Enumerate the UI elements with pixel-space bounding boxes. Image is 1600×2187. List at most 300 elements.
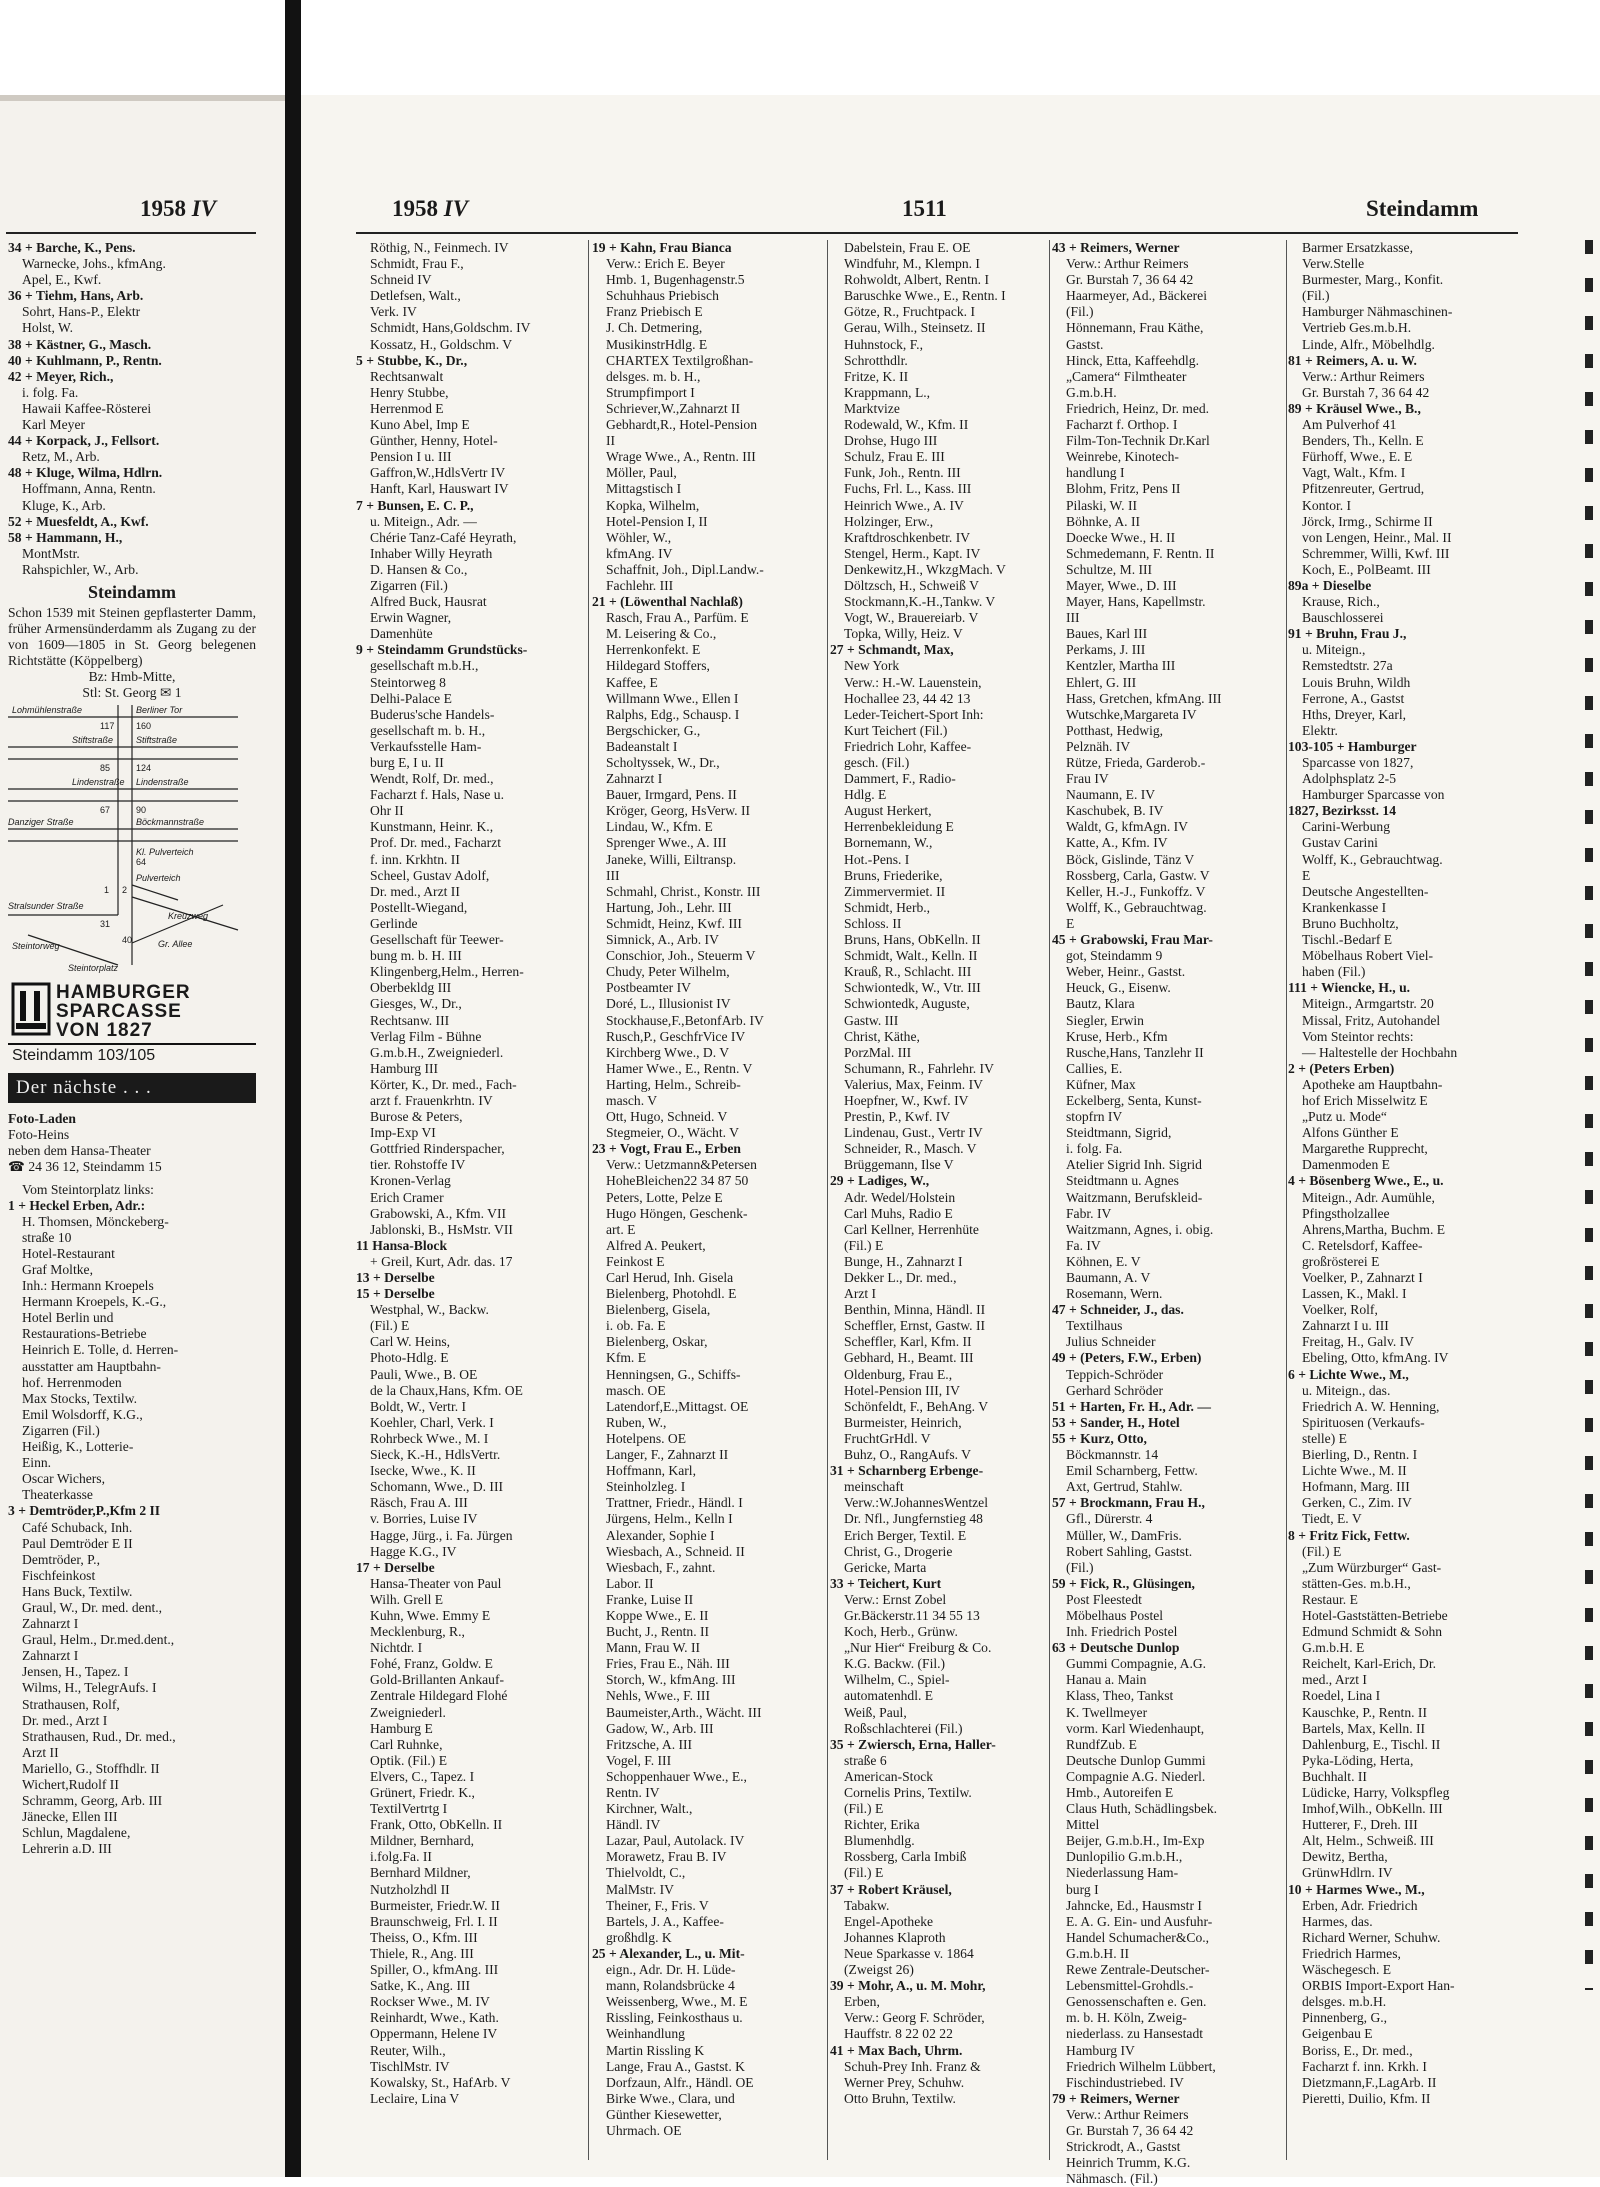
directory-entry: Krauß, R., Schlacht. III [844, 964, 972, 980]
map-street-label: Stiftstraße [72, 735, 114, 746]
directory-entry: Warnecke, Johs., kfmAng. [22, 256, 166, 272]
directory-entry: Christ, Käthe, [844, 1028, 920, 1044]
directory-entry: Kossatz, H., Goldschm. V [370, 336, 513, 352]
directory-entry: Alfred A. Peukert, [606, 1237, 706, 1253]
directory-entry: 58 + Hammann, H., [8, 529, 123, 545]
directory-entry: Rasch, Frau A., Parfüm. E [606, 610, 749, 626]
directory-entry: Harting, Helm., Schreib- [606, 1076, 741, 1092]
directory-entry: Feinkost E [606, 1253, 665, 1269]
directory-entry: Verk. IV [370, 304, 417, 320]
directory-entry: i. folg. Fa. [1066, 1141, 1123, 1157]
directory-entry: de la Chaux,Hans, Kfm. OE [370, 1382, 523, 1398]
directory-entry: Theiss, O., Kfm. III [370, 1929, 478, 1945]
directory-entry: Klingenberg,Helm., Herren- [370, 964, 524, 980]
directory-entry: 36 + Tiehm, Hans, Arb. [8, 288, 144, 304]
directory-entry: Fa. IV [1066, 1237, 1101, 1253]
column-divider [1049, 240, 1050, 2160]
directory-column-1 [356, 240, 586, 2160]
directory-entry: Hamburg E [370, 1720, 433, 1736]
map-street-label: Berliner Tor [136, 705, 183, 716]
directory-entry: Hagge, Jürg., i. Fa. Jürgen [370, 1527, 513, 1543]
street-section-title: Steindamm [87, 581, 176, 602]
directory-entry: Wolff, K., Gebrauchtwag. [1302, 851, 1443, 867]
directory-entry: Wutschke,Margareta IV [1066, 706, 1197, 722]
directory-entry: Hans Buck, Textilw. [22, 1583, 133, 1599]
directory-entry: gesellschaft m.b.H., [370, 658, 479, 674]
directory-entry: Labor. II [606, 1575, 654, 1591]
directory-entry: Naumann, E. IV [1066, 787, 1156, 803]
directory-entry: Potthast, Hedwig, [1066, 722, 1164, 738]
directory-entry: Erwin Wagner, [370, 610, 452, 626]
directory-entry: Pyka-Löding, Herta, [1302, 1752, 1414, 1768]
directory-entry: Restaur. E [1302, 1591, 1358, 1607]
directory-entry: i.folg.Fa. II [370, 1849, 432, 1865]
directory-entry: Richard Werner, Schuhw. [1302, 1929, 1441, 1945]
directory-entry: Pfitzenreuter, Gertrud, [1302, 481, 1425, 497]
map-street-label: Kl. Pulverteich [136, 847, 194, 858]
directory-entry: handlung I [1066, 465, 1125, 481]
directory-entry: Heuck, G., Eisenw. [1066, 980, 1171, 996]
map-street-label: Danziger Straße [8, 817, 74, 828]
directory-entry: Topka, Willy, Heiz. V [844, 626, 963, 642]
directory-entry: m. b. H. Köln, Zweig- [1066, 2010, 1187, 2026]
directory-entry: Theaterkasse [22, 1487, 93, 1503]
directory-entry: Gerlinde [370, 915, 418, 931]
directory-entry: art. E [606, 1221, 636, 1237]
foto-ad-line: ☎ 24 36 12, Steindamm 15 [8, 1159, 162, 1175]
directory-entry: Graf Moltke, [22, 1262, 93, 1277]
directory-entry: Bartels, J. A., Kaffee- [606, 1913, 724, 1929]
directory-entry: Benthin, Minna, Händl. II [844, 1302, 986, 1318]
directory-entry: Alt, Helm., Schweiß. III [1302, 1833, 1434, 1849]
directory-entry: Benders, Th., Kelln. E [1302, 433, 1424, 449]
foto-ad-body [8, 1111, 256, 1175]
directory-entry: Hansa-Theater von Paul [370, 1575, 502, 1591]
directory-entry: 44 + Korpack, J., Fellsort. [8, 433, 160, 449]
directory-entry: Schwiontedk, Auguste, [844, 996, 970, 1012]
directory-entry: Grünert, Friedr. K., [370, 1785, 475, 1800]
directory-column-4 [1052, 240, 1284, 2187]
left-header-year: 1958 [140, 196, 186, 221]
directory-entry: Räsch, Frau A. III [370, 1495, 468, 1511]
directory-entry: Jensen, H., Tapez. I [22, 1664, 129, 1680]
directory-entry: Hönnemann, Frau Käthe, [1066, 320, 1204, 336]
directory-entry: Alfons Günther E [1302, 1125, 1399, 1141]
directory-entry: Arzt II [22, 1744, 59, 1760]
directory-entry: straße 6 [844, 1752, 887, 1768]
directory-entry: arzt f. Frauenkrhtn. IV [370, 1092, 493, 1108]
directory-entry: Margarethe Rupprecht, [1302, 1141, 1428, 1157]
directory-entry: Jahncke, Ed., Hausmstr I [1066, 1897, 1202, 1913]
directory-entry: Gastst. [1066, 336, 1104, 352]
directory-entry: Kuhn, Wwe. Emmy E [370, 1607, 491, 1623]
directory-entry: Krankenkasse I [1302, 899, 1387, 915]
directory-entry: Buhz, O., RangAufs. V [844, 1447, 971, 1463]
right-header-year-part [392, 196, 468, 222]
directory-entry: Voelker, P., Zahnarzt I [1302, 1270, 1423, 1285]
street-map [8, 705, 238, 975]
directory-entry: 38 + Kästner, G., Masch. [8, 336, 152, 352]
directory-entry: Dewitz, Bertha, [1302, 1849, 1388, 1865]
directory-entry: Schmidt, Walt., Kelln. II [844, 948, 978, 964]
directory-entry: Schuhhaus Priebisch [606, 288, 719, 304]
directory-entry: Hamburg IV [1066, 2042, 1135, 2058]
directory-entry: got, Steindamm 9 [1066, 948, 1163, 964]
map-street-label: Steintorplatz [68, 963, 119, 974]
directory-entry: ausstatter am Hauptbahn- [22, 1358, 161, 1374]
directory-entry: Niederlassung Ham- [1066, 1865, 1179, 1881]
directory-entry: Weissenberg, Wwe., M. E [606, 1994, 748, 2010]
directory-entry: 19 + Kahn, Frau Bianca [592, 240, 732, 255]
directory-entry: i. folg. Fa. [22, 384, 79, 400]
directory-entry: Bautz, Klara [1066, 996, 1135, 1012]
directory-entry: Dietzmann,F.,LagArb. II [1302, 2074, 1437, 2090]
directory-entry: 9 + Steindamm Grundstücks- [356, 642, 528, 658]
directory-entry: Händl. IV [606, 1817, 661, 1833]
directory-entry: Perkams, J. III [1066, 642, 1146, 658]
directory-entry: III [606, 867, 620, 883]
directory-entry: Hot.-Pens. I [844, 851, 910, 867]
directory-entry: Herrenkonfekt. E [606, 642, 701, 658]
directory-entry: Herrenbekleidung E [844, 819, 954, 835]
directory-entry: Elvers, C., Tapez. I [370, 1768, 475, 1784]
directory-entry: Schriever,W.,Zahnarzt II [606, 400, 741, 416]
directory-entry: Weiß, Paul, [844, 1704, 907, 1720]
directory-entry: Zahnarzt I [22, 1616, 79, 1632]
directory-entry: delsges. m. b. H., [606, 368, 701, 384]
directory-entry: 35 + Zwiersch, Erna, Haller- [830, 1736, 996, 1752]
directory-entry: Bartels, Max, Kelln. II [1302, 1720, 1426, 1736]
directory-entry: Remstedtstr. 27a [1302, 658, 1393, 674]
directory-entry: Ruben, W., [606, 1414, 667, 1430]
directory-entry: (Zweigst 26) [844, 1962, 914, 1978]
directory-entry: Bornemann, W., [844, 835, 933, 851]
directory-entry: 37 + Robert Kräusel, [830, 1881, 952, 1897]
directory-entry: Birke Wwe., Clara, und [606, 2090, 735, 2106]
directory-entry: Waitzmann, Agnes, i. obig. [1066, 1221, 1214, 1237]
directory-entry: Conschior, Joh., Steuerm V [606, 948, 756, 964]
directory-entry: Schmidt, Heinz, Kwf. III [606, 915, 742, 931]
directory-entry: (Fil.) [1302, 288, 1330, 304]
directory-entry: Verw.Stelle [1302, 256, 1365, 272]
directory-entry: Rechtsanw. III [370, 1012, 450, 1028]
directory-entry: Vagt, Walt., Kfm. I [1302, 465, 1406, 481]
sparkasse-name-line-3: VON 1827 [56, 1020, 153, 1042]
directory-entry: Hotelpens. OE [606, 1430, 687, 1446]
directory-entry: Kontor. I [1302, 497, 1352, 513]
directory-entry: Wöhler, W., [606, 529, 672, 545]
directory-entry: Buchhalt. II [1302, 1768, 1367, 1784]
directory-entry: Hotel-Gaststätten-Betriebe [1302, 1607, 1448, 1623]
directory-entry: eign., Adr. Dr. H. Lüde- [606, 1962, 736, 1978]
directory-entry: 53 + Sander, H., Hotel [1052, 1414, 1180, 1430]
directory-entry: niederlass. zu Hansestadt [1066, 2026, 1204, 2042]
directory-entry: Rodewald, W., Kfm. II [844, 417, 969, 433]
directory-entry: 59 + Fick, R., Glüsingen, [1052, 1575, 1195, 1591]
directory-entry: Demtröder, P., [22, 1551, 100, 1567]
directory-entry: Reinhardt, Wwe., Kath. [370, 2010, 499, 2026]
directory-entry: Krause, Rich., [1302, 594, 1380, 610]
directory-entry: Miteign., Adr. Aumühle, [1302, 1189, 1435, 1205]
directory-entry: Dunlopilio G.m.b.H., [1066, 1849, 1183, 1865]
directory-entry: Rütze, Frieda, Garderob.- [1066, 755, 1206, 770]
directory-entry: Gr. Burstah 7, 36 64 42 [1066, 2122, 1194, 2138]
directory-entry: mann, Rolandsbrücke 4 [606, 1978, 735, 1994]
directory-entry: Möbelhaus Robert Viel- [1302, 948, 1434, 964]
directory-entry: 34 + Barche, K., Pens. [8, 240, 136, 255]
directory-entry: Boldt, W., Vertr. I [370, 1398, 467, 1414]
directory-entry: Damenhüte [370, 626, 433, 642]
directory-entry: Pelznäh. IV [1066, 738, 1131, 754]
directory-entry: Textilhaus [1066, 1318, 1123, 1334]
directory-entry: Blumenhdlg. [844, 1833, 915, 1849]
map-house-number: 160 [136, 721, 152, 732]
directory-entry: Christ, G., Drogerie [844, 1543, 953, 1559]
directory-entry: Tischl.-Bedarf E [1302, 932, 1393, 948]
directory-entry: Kunstmann, Heinr. K., [370, 819, 494, 835]
column-divider [1286, 240, 1287, 2160]
directory-entry: Sprenger Wwe., A. III [606, 835, 727, 851]
directory-entry: Friedrich Harmes, [1302, 1945, 1401, 1961]
directory-entry: Ralphs, Edg., Schausp. I [606, 706, 740, 722]
directory-entry: Fischfeinkost [22, 1567, 96, 1583]
directory-entry: Katte, A., Kfm. IV [1066, 835, 1168, 851]
directory-entry: Ehlert, G. III [1066, 674, 1137, 690]
directory-entry: großhdlg. K [606, 1929, 672, 1945]
directory-entry: Trattner, Friedr., Händl. I [606, 1495, 743, 1511]
directory-entry: Bielenberg, Photohdl. E [606, 1286, 737, 1302]
directory-entry: Adolphsplatz 2-5 [1302, 771, 1397, 787]
page-edge-marks [1585, 240, 1593, 1990]
directory-entry: Isecke, Wwe., K. II [370, 1463, 476, 1479]
directory-entry: 91 + Bruhn, Frau J., [1288, 626, 1407, 642]
directory-entry: Böckmannstr. 14 [1066, 1447, 1159, 1463]
directory-entry: Schultze, M. III [1066, 561, 1153, 577]
directory-entry: Genossenschaften e. Gen. [1066, 1994, 1207, 2010]
directory-entry: Stengel, Herm., Kapt. IV [844, 545, 981, 561]
directory-entry: Küfner, Max [1066, 1076, 1136, 1092]
directory-entry: 29 + Ladiges, W., [830, 1173, 930, 1189]
directory-entry: Vogel, F. III [606, 1752, 672, 1768]
directory-entry: 40 + Kuhlmann, P., Rentn. [8, 352, 162, 368]
directory-entry: Hildegard Stoffers, [606, 658, 710, 674]
directory-entry: Reichelt, Karl-Erich, Dr. [1302, 1656, 1436, 1672]
map-street-label: Pulverteich [136, 873, 181, 884]
directory-entry: 13 + Derselbe [356, 1270, 435, 1285]
directory-entry: med., Arzt I [1302, 1672, 1367, 1688]
map-house-number: 90 [136, 805, 147, 816]
directory-entry: Schremmer, Willi, Kwf. III [1302, 545, 1450, 561]
column-divider [827, 240, 828, 2160]
directory-entry: Gummi Compagnie, A.G. [1066, 1656, 1207, 1672]
directory-entry: Burmester, Marg., Konfit. [1302, 272, 1444, 288]
directory-entry: Wilms, H., TelegrAufs. I [22, 1680, 157, 1696]
directory-entry: 81 + Reimers, A. u. W. [1288, 352, 1417, 368]
directory-entry: Axt, Gertrud, Stahlw. [1066, 1479, 1183, 1495]
directory-entry: Scheffler, Karl, Kfm. II [844, 1334, 972, 1350]
directory-entry: Damenmoden E [1302, 1157, 1390, 1173]
directory-entry: Pilaski, W. II [1066, 497, 1137, 513]
directory-entry: Jürgens, Helm., Kelln I [606, 1511, 733, 1527]
directory-entry: Leclaire, Lina V [370, 2090, 460, 2106]
directory-entry: Baumann, A. V [1066, 1270, 1151, 1285]
directory-entry: Bierling, D., Rentn. I [1302, 1447, 1418, 1463]
directory-entry: Verw.: Erich E. Beyer [606, 256, 725, 272]
directory-entry: Ohr II [370, 803, 404, 819]
sparkasse-address: Steindamm 103/105 [12, 1047, 156, 1065]
directory-entry: Rossberg, Carla, Gastw. V [1066, 867, 1210, 883]
directory-entry: Gerken, C., Zim. IV [1302, 1495, 1412, 1511]
directory-entry: Lichte Wwe., M. II [1302, 1463, 1407, 1479]
map-house-number: 31 [100, 919, 111, 930]
directory-entry: Wiesbach, A., Schneid. II [606, 1543, 745, 1559]
directory-entry: Gerhard Schröder [1066, 1382, 1164, 1398]
directory-entry: Friedrich Lohr, Kaffee- [844, 738, 972, 754]
directory-entry: Lehrerin a.D. III [22, 1841, 112, 1857]
directory-entry: Hths, Dreyer, Karl, [1302, 706, 1407, 722]
directory-entry: Vogt, W., Brauereiarb. V [844, 610, 979, 626]
directory-entry: Emil Wolsdorff, K.G., [22, 1406, 143, 1422]
directory-entry: Gr. Burstah 7, 36 64 42 [1302, 384, 1430, 400]
directory-entry: Oberbekldg III [370, 980, 452, 996]
directory-entry: 1827, Bezirksst. 14 [1288, 803, 1396, 819]
directory-entry: Verw.: H.-W. Lauenstein, [844, 674, 982, 690]
directory-entry: 57 + Brockmann, Frau H., [1052, 1495, 1205, 1511]
directory-entry: E [1066, 915, 1075, 931]
directory-entry: Martin Rissling K [606, 2042, 705, 2058]
directory-entry: Kruse, Herb., Kfm [1066, 1028, 1168, 1044]
directory-entry: Rahspichler, W., Arb. [22, 561, 139, 577]
left-page-column [8, 240, 256, 2160]
directory-entry: Bernhard Mildner, [370, 1865, 471, 1881]
directory-entry: Detlefsen, Walt., [370, 288, 461, 304]
directory-column-3 [830, 240, 1048, 2160]
directory-entry: Paul Demtröder E II [22, 1535, 133, 1551]
directory-entry: Kronen-Verlag [370, 1173, 451, 1189]
directory-entry: Claus Huth, Schädlingsbek. [1066, 1801, 1218, 1817]
directory-entry: Otto Bruhn, Textilw. [844, 2090, 956, 2106]
directory-entry: Waitzmann, Berufskleid- [1066, 1189, 1203, 1205]
directory-entry: Rentn. IV [606, 1785, 660, 1800]
directory-entry: Wrage Wwe., A., Rentn. III [606, 449, 756, 465]
directory-entry: Wendt, Rolf, Dr. med., [370, 771, 494, 787]
directory-entry: straße 10 [22, 1229, 72, 1245]
map-street-label: Stiftstraße [136, 735, 178, 746]
directory-entry: Café Schuback, Inh. [22, 1519, 133, 1535]
directory-entry: Tiedt, E. V [1302, 1511, 1362, 1527]
directory-entry: Carl W. Heins, [370, 1334, 451, 1350]
directory-entry: Bielenberg, Gisela, [606, 1302, 711, 1318]
directory-entry: Theiner, F., Fris. V [606, 1897, 709, 1913]
directory-entry: Fritzsche, A. III [606, 1736, 693, 1752]
directory-entry: Schaffnit, Joh., Dipl.Landw.- [606, 561, 764, 577]
directory-entry: Schwiontedk, W., Vtr. III [844, 980, 981, 996]
directory-entry: Baruschke Wwe., E., Rentn. I [844, 288, 1006, 304]
directory-entry: 43 + Reimers, Werner [1052, 240, 1180, 255]
left-entries-top [8, 240, 256, 578]
directory-entry: Schmidt, Hans,Goldschm. IV [370, 320, 531, 336]
map-street-label: Gr. Allee [158, 939, 193, 950]
directory-entry: Röthig, N., Feinmech. IV [370, 240, 509, 255]
directory-entry: Nutzholzhdl II [370, 1881, 450, 1897]
directory-entry: 111 + Wiencke, H., u. [1288, 980, 1411, 996]
directory-entry: Miteign., Armgartstr. 20 [1302, 996, 1434, 1012]
directory-entry: 3 + Demtröder,P.,Kfm 2 II [8, 1503, 161, 1519]
directory-entry: Photo-Hdlg. E [370, 1350, 449, 1366]
directory-entry: Strumpfimport I [606, 384, 695, 400]
directory-entry: Jänecke, Ellen III [22, 1809, 118, 1825]
directory-entry: delsges. m.b.H. [1302, 1994, 1387, 2010]
directory-entry: 5 + Stubbe, K., Dr., [356, 352, 468, 368]
directory-entry: Mann, Frau W. II [606, 1640, 701, 1656]
directory-entry: Kirchberg Wwe., D. V [606, 1044, 730, 1060]
directory-entry: TextilVertrtg I [370, 1801, 448, 1817]
directory-entry: Stegmeier, O., Wächt. V [606, 1125, 739, 1141]
directory-entry: Teppich-Schröder [1066, 1366, 1164, 1382]
directory-entry: III [1066, 610, 1080, 626]
directory-entry: Weber, Heinr., Gastst. [1066, 964, 1186, 980]
directory-entry: Hotel Berlin und [22, 1310, 114, 1326]
directory-entry: Kowalsky, St., HafArb. V [370, 2074, 511, 2090]
directory-entry: Marktvize [844, 400, 900, 416]
directory-entry: Pfingstholzallee [1302, 1205, 1390, 1221]
directory-entry: Sohrt, Hans-P., Elektr [22, 304, 141, 320]
directory-entry: Körter, K., Dr. med., Fach- [370, 1076, 517, 1092]
directory-entry: Strathausen, Rolf, [22, 1696, 120, 1712]
left-page-edge [0, 95, 285, 101]
right-header-part: IV [443, 196, 469, 221]
map-house-number: 117 [100, 721, 115, 732]
directory-entry: Günther Kiesewetter, [606, 2106, 722, 2122]
directory-entry: Mayer, Hans, Kapellmstr. [1066, 594, 1206, 610]
directory-entry: Facharzt f. Hals, Nase u. [370, 787, 504, 803]
directory-entry: Neue Sparkasse v. 1864 [844, 1945, 974, 1961]
directory-entry: Richter, Erika [844, 1817, 920, 1833]
right-header-year: 1958 [392, 196, 438, 221]
directory-entry: automatenhdl. E [844, 1688, 934, 1704]
directory-entry: 17 + Derselbe [356, 1559, 435, 1575]
directory-entry: Verw.: Ernst Zobel [844, 1591, 947, 1607]
directory-entry: Koehler, Charl, Verk. I [370, 1414, 494, 1430]
directory-entry: Apel, E., Kwf. [22, 272, 102, 288]
directory-entry: Kopka, Wilhelm, [606, 497, 700, 513]
directory-entry: Hoffmann, Karl, [606, 1463, 696, 1479]
directory-entry: Wolff, K., Gebrauchtwag. [1066, 899, 1207, 915]
directory-entry: Friedrich, Heinz, Dr. med. [1066, 400, 1210, 416]
directory-entry: Thiele, R., Ang. III [370, 1945, 474, 1961]
directory-entry: Wilh. Grell E [370, 1591, 444, 1607]
directory-entry: Postbeamter IV [606, 980, 691, 996]
directory-entry: Deutsche Angestellten- [1302, 883, 1429, 899]
directory-entry: Haarmeyer, Ad., Bäckerei [1066, 288, 1207, 304]
directory-entry: Hanau a. Main [1066, 1672, 1147, 1688]
directory-entry: 47 + Schneider, J., das. [1052, 1302, 1184, 1318]
directory-entry: Roßschlachterei (Fil.) [844, 1720, 963, 1736]
directory-entry: Fohé, Franz, Goldw. E [370, 1656, 493, 1672]
directory-entry: Weinrebe, Kinotech- [1066, 449, 1179, 465]
directory-entry: Schmahl, Christ., Konstr. III [606, 883, 761, 899]
directory-entry: Gr. Burstah 7, 36 64 42 [1066, 272, 1194, 288]
directory-entry: Roedel, Lina I [1302, 1688, 1381, 1704]
directory-entry: Zahnarzt I [606, 771, 663, 787]
directory-entry: Hamburger Sparcasse von [1302, 787, 1445, 803]
directory-entry: Freitag, H., Galv. IV [1302, 1334, 1414, 1350]
directory-entry: 79 + Reimers, Werner [1052, 2090, 1180, 2106]
directory-entry: Hass, Gretchen, kfmAng. III [1066, 690, 1222, 706]
directory-entry: Rechtsanwalt [370, 368, 444, 384]
directory-entry: Sparcasse von 1827, [1302, 755, 1414, 770]
directory-entry: Gr.Bäckerstr.11 34 55 13 [844, 1607, 980, 1623]
